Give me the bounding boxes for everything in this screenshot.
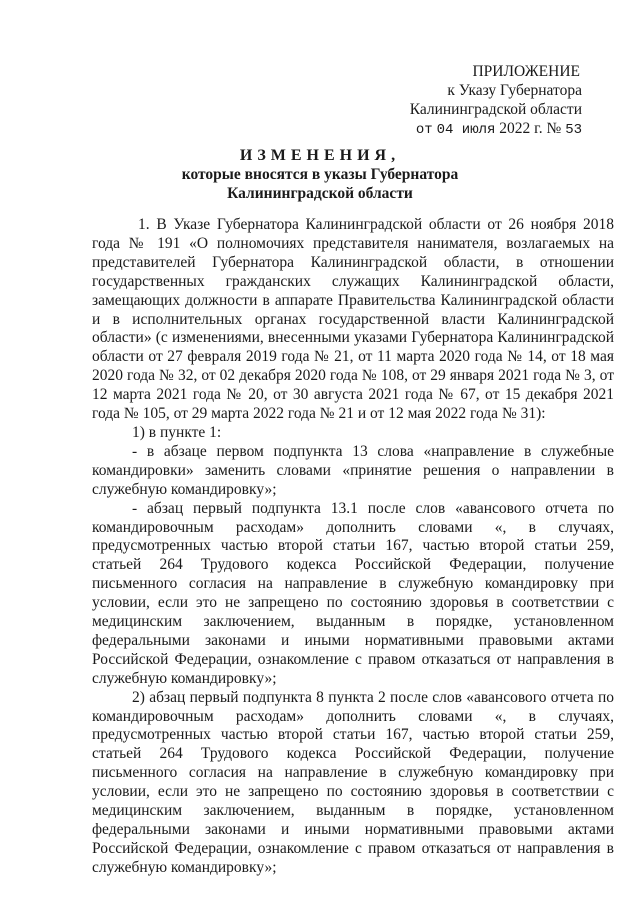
document-body	[92, 216, 614, 878]
date-value: 04 июля	[436, 122, 496, 138]
heading-line2: которые вносятся в указы Губернатора	[181, 166, 459, 183]
date-year: 2022 г.	[499, 120, 543, 137]
date-prefix: от	[415, 122, 433, 138]
paragraph-item-1: 1) в пункте 1:	[132, 423, 222, 441]
appendix-title: ПРИЛОЖЕНИЕ	[472, 63, 580, 80]
appendix-line-region: Калининградской области	[409, 101, 582, 118]
number-prefix: №	[546, 120, 562, 137]
number-value: 53	[565, 122, 582, 138]
paragraph-dash-1: - в абзаце первом подпункта 13 слова «направление в служебные командировки» заменить словами «принятие решения о направлении в служебную командировку»;	[92, 442, 614, 498]
document-heading	[0, 146, 640, 203]
appendix-block	[410, 62, 582, 140]
paragraph-item-2: 2) абзац первый подпункта 8 пункта 2 после слов «авансового отчета по командировочным расходам» дополнить словами «, в случаях, предусмотренных частью второй статьи 167, частью второй статьи 259, статьей 264 Трудового кодекса Российской Федерации, получение письменного согласия на направление в служебную командировку при условии, если это не запрещено по состоянию здоровья в соответствии с медицинским заключением, выданным в порядке, установленном федеральными законами и иными нормативными правовыми актами Российской Федерации, ознакомление с правом отказаться от направления в служебную командировку»;	[92, 688, 614, 876]
paragraph-1: 1. В Указе Губернатора Калининградской области от 26 ноября 2018 года № 191 «О полномочиях представителя нанимателя, возлагаемых на представителей Губернатора Калининградской области, в отношении государственных гражданских служащих Калининградской области, замещающих должности в аппарате Правительства Калининградской области и в исполнительных органах государственной власти Калининградской области» (с изменениями, внесенными указами Губернатора Калининградской области от 27 февраля 2019 года № 21, от 11 марта 2020 года № 14, от 18 мая 2020 года № 32, от 02 декабря 2020 года № 108, от 29 января 2021 года № 3, от 12 марта 2021 года № 20, от 30 августа 2021 года № 67, от 15 декабря 2021 года № 105, от 29 марта 2022 года № 21 и от 12 мая 2022 года № 31):	[92, 216, 614, 423]
appendix-line-decree: к Указу Губернатора	[447, 82, 582, 99]
heading-title: ИЗМЕНЕНИЯ,	[239, 147, 401, 164]
appendix-date-line	[410, 119, 582, 140]
paragraph-dash-2: - абзац первый подпункта 13.1 после слов «авансового отчета по командировочным расходам» дополнить словами «, в случаях, предусмотренных частью второй статьи 167, частью второй статьи 259, статьей 264 Трудового кодекса Российской Федерации, получение письменного согласия на направление в служебную командировку при условии, если это не запрещено по состоянию здоровья в соответствии с медицинским заключением, выданным в порядке, установленном федеральными законами и иными нормативными правовыми актами Российской Федерации, ознакомление с правом отказаться от направления в служебную командировку»;	[92, 499, 614, 687]
heading-line3: Калининградской области	[227, 185, 413, 202]
